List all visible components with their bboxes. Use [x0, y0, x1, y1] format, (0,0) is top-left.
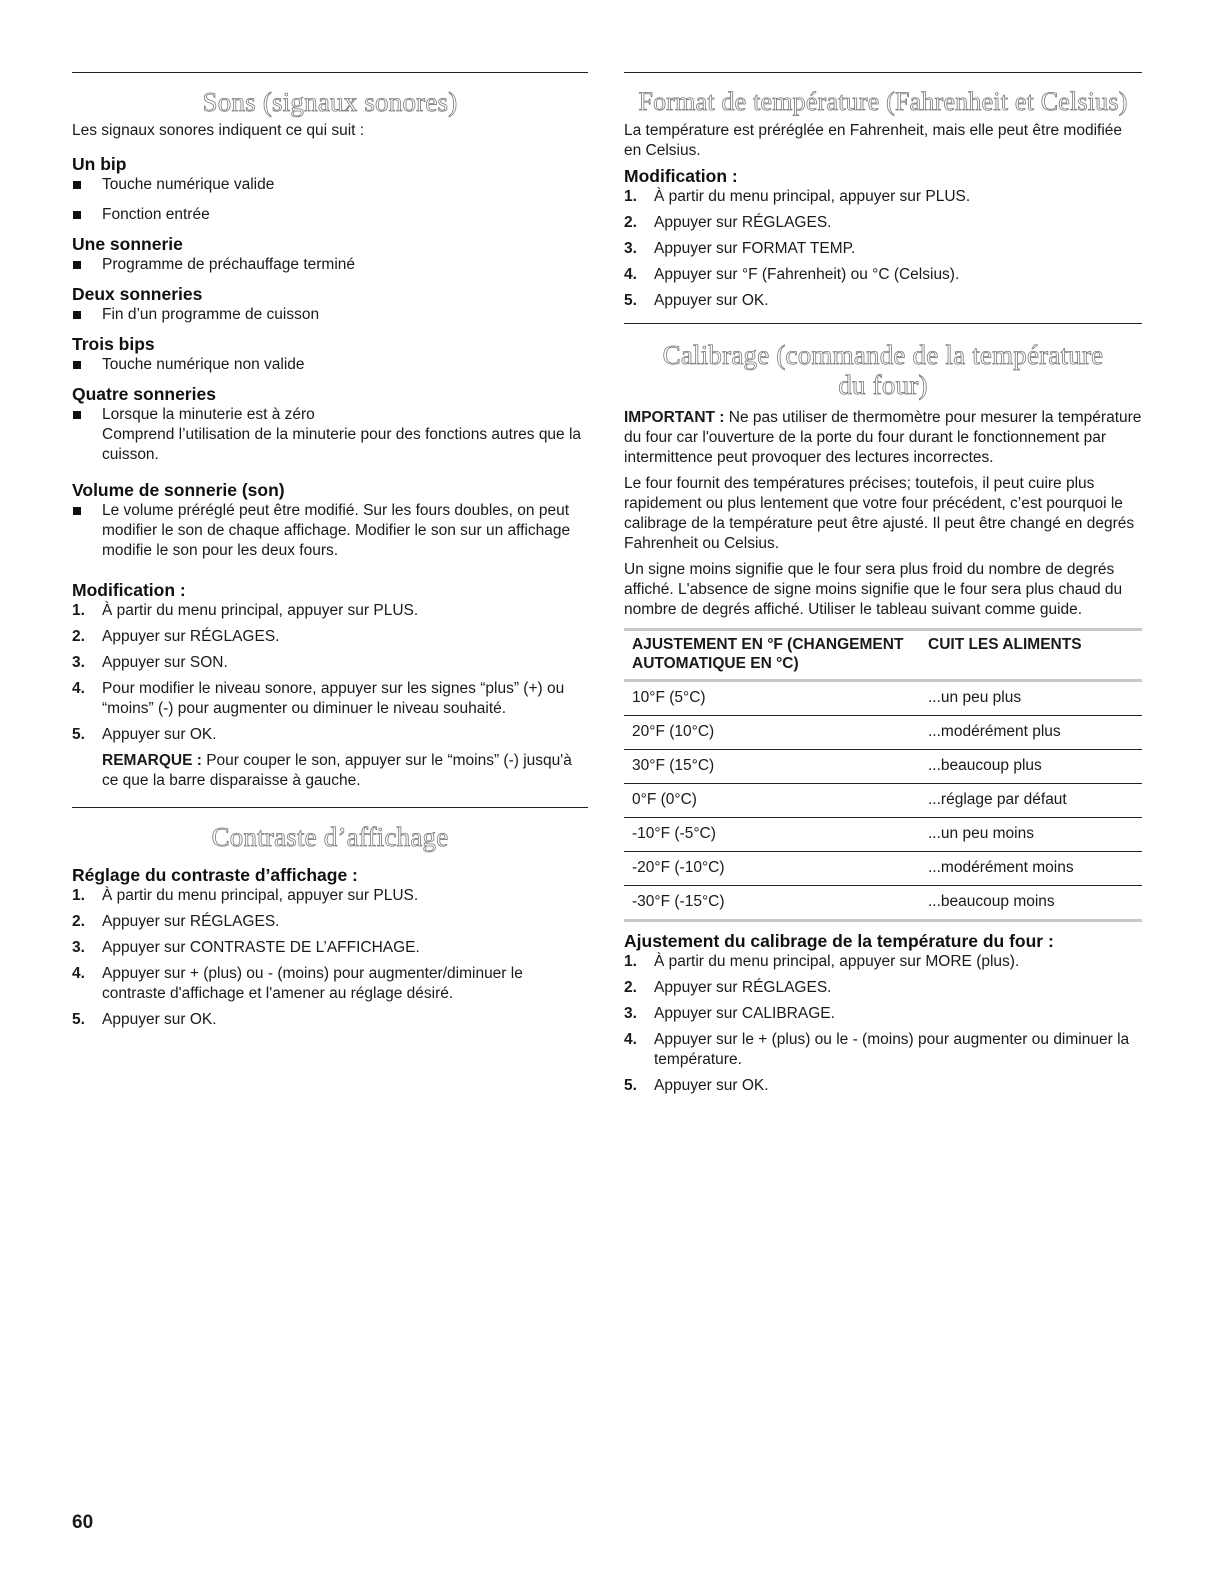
- step-item: 3. Appuyer sur CALIBRAGE.: [624, 1005, 835, 1022]
- heading-deux-sonneries: Deux sonneries: [72, 284, 203, 304]
- cell-adjustment: 10°F (5°C): [624, 681, 920, 716]
- step-item: 4. Appuyer sur °F (Fahrenheit) ou °C (Celsius).: [624, 266, 960, 283]
- heading-modification: Modification :: [72, 580, 186, 600]
- cell-effect: ...beaucoup moins: [920, 886, 1142, 921]
- section-title-sons: Sons (signaux sonores): [202, 87, 458, 117]
- section-divider: [624, 72, 1142, 73]
- column-header-adjustment: AJUSTEMENT EN °F (CHANGEMENT AUTOMATIQUE EN °C): [624, 630, 920, 681]
- list-trois-bips: [72, 355, 588, 375]
- list-item: Le volume préréglé peut être modifié. Sur les fours doubles, on peut modifier le son de chaque affichage. Modifier le son sur un affichage modifie le son pour les deux fours.: [72, 501, 588, 561]
- table-header-row: [624, 630, 1142, 681]
- table-row: [624, 784, 1142, 818]
- step-item: 2. Appuyer sur RÉGLAGES.: [72, 913, 280, 930]
- step-item: 5. Appuyer sur OK.: [624, 1077, 769, 1094]
- section-title-format: Format de température (Fahrenheit et Celsius): [638, 87, 1128, 116]
- section-divider: [72, 807, 588, 808]
- table-row: [624, 818, 1142, 852]
- left-column: [72, 72, 588, 1030]
- calibrage-title-line1: Calibrage (commande de la température: [662, 340, 1104, 370]
- heading-quatre-sonneries: Quatre sonneries: [72, 384, 216, 404]
- step-item: 3. Appuyer sur CONTRASTE DE L’AFFICHAGE.: [72, 939, 420, 956]
- cell-adjustment: 0°F (0°C): [624, 784, 920, 818]
- heading-une-sonnerie: Une sonnerie: [72, 234, 183, 254]
- calibrage-para-2: Un signe moins signifie que le four sera plus froid du nombre de degrés affiché. L'absence de signe moins signifie que le four sera plus chaud du nombre de degrés affiché. Utiliser le tableau suivant comme guide.: [624, 561, 1123, 618]
- cell-effect: ...un peu plus: [920, 681, 1142, 716]
- step-item: 4. Pour modifier le niveau sonore, appuyer sur les signes “plus” (+) ou “moins” (-) pour augmenter ou diminuer le niveau souhaité.: [72, 680, 565, 717]
- steps-calibrage: [624, 952, 1142, 1096]
- cell-adjustment: -10°F (-5°C): [624, 818, 920, 852]
- cell-effect: ...modérément plus: [920, 716, 1142, 750]
- step-item: 5. Appuyer sur OK.: [624, 292, 769, 309]
- heading-trois-bips: Trois bips: [72, 334, 155, 354]
- cell-effect: ...un peu moins: [920, 818, 1142, 852]
- list-item: Touche numérique valide: [72, 175, 588, 195]
- important-text: Ne pas utiliser de thermomètre pour mesurer la température du four car l'ouverture de la porte du four durant le fonctionnement par intermittence peut provoquer des lectures incorrectes.: [624, 409, 1142, 466]
- cell-adjustment: -20°F (-10°C): [624, 852, 920, 886]
- list-item: Fonction entrée: [72, 205, 588, 225]
- steps-sons: [72, 601, 588, 745]
- steps-contraste: [72, 886, 588, 1030]
- heading-volume: Volume de sonnerie (son): [72, 480, 285, 500]
- list-quatre-sonneries: [72, 405, 588, 465]
- step-item: 1. À partir du menu principal, appuyer sur PLUS.: [624, 188, 971, 205]
- heading-ajustement: Ajustement du calibrage de la température du four :: [624, 931, 1054, 951]
- list-volume: [72, 501, 588, 561]
- format-intro: La température est préréglée en Fahrenheit, mais elle peut être modifiée en Celsius.: [624, 122, 1123, 159]
- important-note: [624, 408, 1142, 468]
- list-item-text: Lorsque la minuterie est à zéro: [102, 406, 315, 423]
- step-item: 1. À partir du menu principal, appuyer sur PLUS.: [72, 602, 419, 619]
- cell-adjustment: -30°F (-15°C): [624, 886, 920, 921]
- sons-intro: Les signaux sonores indiquent ce qui suit :: [72, 122, 365, 139]
- table-row: [624, 681, 1142, 716]
- step-item: 4. Appuyer sur + (plus) ou - (moins) pour augmenter/diminuer le contraste d'affichage et l'amener au réglage désiré.: [72, 965, 523, 1002]
- heading-modification: Modification :: [624, 166, 738, 186]
- cell-effect: ...réglage par défaut: [920, 784, 1142, 818]
- calibration-table: [624, 628, 1142, 922]
- table-row: [624, 750, 1142, 784]
- step-item: 5. Appuyer sur OK.: [72, 1011, 217, 1028]
- remark-label: REMARQUE :: [102, 752, 202, 769]
- heading-reglage-contraste: Réglage du contraste d’affichage :: [72, 865, 358, 885]
- cell-effect: ...modérément moins: [920, 852, 1142, 886]
- column-header-effect: CUIT LES ALIMENTS: [920, 630, 1142, 681]
- list-un-bip: [72, 175, 588, 225]
- list-deux-sonneries: [72, 305, 588, 325]
- step-item: 2. Appuyer sur RÉGLAGES.: [72, 628, 280, 645]
- step-item: 1. À partir du menu principal, appuyer sur MORE (plus).: [624, 953, 1020, 970]
- list-item: [72, 405, 588, 465]
- section-title-calibrage: [624, 340, 1142, 400]
- page-number: 60: [72, 1512, 94, 1533]
- remark-text: Pour couper le son, appuyer sur le “moins” (-) jusqu'à ce que la barre disparaisse à gauche.: [102, 752, 572, 789]
- step-item: 4. Appuyer sur le + (plus) ou le - (moins) pour augmenter ou diminuer la température.: [624, 1031, 1130, 1068]
- list-une-sonnerie: [72, 255, 588, 275]
- list-item: Programme de préchauffage terminé: [72, 255, 588, 275]
- cell-effect: ...beaucoup plus: [920, 750, 1142, 784]
- section-divider: [72, 72, 588, 73]
- section-divider: [624, 323, 1142, 324]
- table-row: [624, 886, 1142, 921]
- right-column: [624, 72, 1142, 1096]
- section-title-contraste: Contraste d’affichage: [211, 822, 449, 852]
- list-item-note: Comprend l’utilisation de la minuterie pour des fonctions autres que la cuisson.: [102, 426, 582, 463]
- heading-un-bip: Un bip: [72, 154, 127, 174]
- steps-format: [624, 187, 1142, 311]
- remark: [72, 751, 588, 791]
- calibrage-para-1: Le four fournit des températures précises; toutefois, il peut cuire plus rapidement ou plus lentement que votre four précédent, c’est pourquoi le calibrage de la température peut être ajusté. Il peut être changé en degrés Fahrenheit ou Celsius.: [624, 475, 1135, 552]
- list-item: Fin d’un programme de cuisson: [72, 305, 588, 325]
- step-item: 2. Appuyer sur RÉGLAGES.: [624, 979, 832, 996]
- cell-adjustment: 30°F (15°C): [624, 750, 920, 784]
- table-row: [624, 852, 1142, 886]
- step-item: 1. À partir du menu principal, appuyer sur PLUS.: [72, 887, 419, 904]
- table-row: [624, 716, 1142, 750]
- list-item: Touche numérique non valide: [72, 355, 588, 375]
- step-item: 2. Appuyer sur RÉGLAGES.: [624, 214, 832, 231]
- important-label: IMPORTANT :: [624, 409, 725, 426]
- calibrage-title-line2: du four): [838, 370, 928, 400]
- cell-adjustment: 20°F (10°C): [624, 716, 920, 750]
- step-item: 3. Appuyer sur SON.: [72, 654, 228, 671]
- step-item: 3. Appuyer sur FORMAT TEMP.: [624, 240, 856, 257]
- step-item: 5. Appuyer sur OK.: [72, 726, 217, 743]
